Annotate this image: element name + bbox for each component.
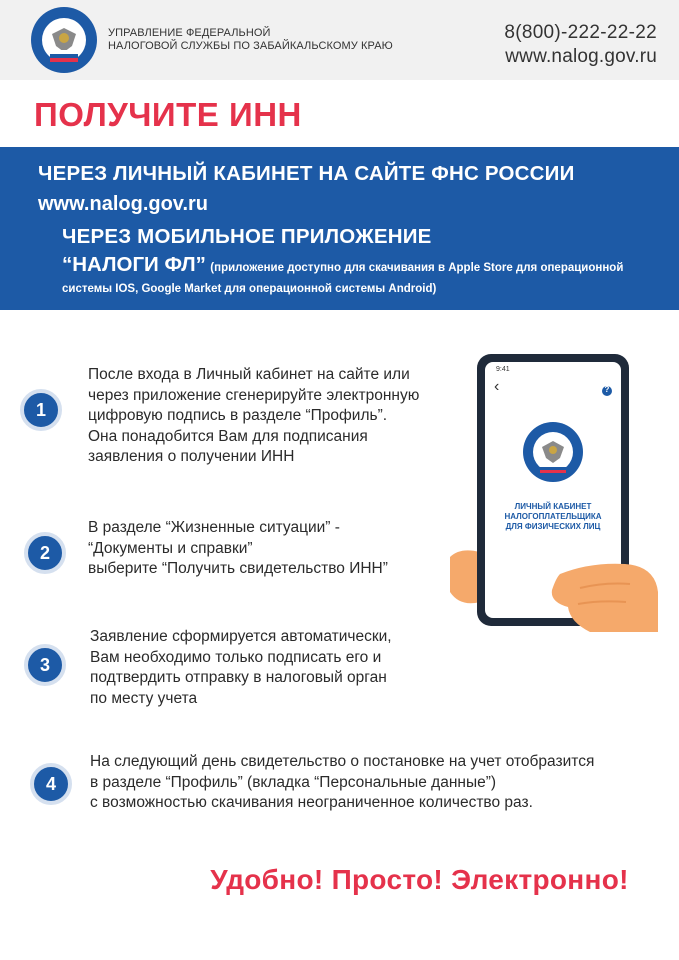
step-2-line: “Документы и справки” <box>88 539 253 557</box>
step-1-line: цифровую подпись в разделе “Профиль”. <box>88 407 388 424</box>
org-line-2: НАЛОГОВОЙ СЛУЖБЫ ПО ЗАБАЙКАЛЬСКОМУ КРАЮ <box>108 40 393 52</box>
step-1-badge: 1 <box>20 389 62 431</box>
step-2-badge: 2 <box>24 532 66 574</box>
step-2-line: В разделе “Жизненные ситуации” - <box>88 519 340 536</box>
org-name <box>108 27 393 53</box>
step-3-line: Вам необходимо только подписать его и <box>90 648 382 666</box>
step-4-text <box>90 752 594 814</box>
step-1-line: заявления о получении ИНН <box>88 448 295 465</box>
channel-website-url[interactable]: www.nalog.gov.ru <box>38 193 208 215</box>
channel-website-heading: ЧЕРЕЗ ЛИЧНЫЙ КАБИНЕТ НА САЙТЕ ФНС РОССИИ <box>38 162 575 185</box>
step-1-line: Она понадобится Вам для подписания <box>88 427 368 445</box>
app-screen-label-line: ЛИЧНЫЙ КАБИНЕТ <box>514 502 592 511</box>
step-2-line: выберите “Получить свидетельство ИНН” <box>88 560 388 577</box>
fns-emblem-icon <box>30 6 98 74</box>
step-4-badge: 4 <box>30 763 72 805</box>
step-4-line: с возможностью скачивания неограниченное количество раз. <box>90 794 533 811</box>
status-time: 9:41 <box>496 366 510 373</box>
app-screen-label <box>485 502 621 532</box>
app-screen-label-line: НАЛОГОПЛАТЕЛЬЩИКА <box>504 512 602 521</box>
channels-banner <box>0 147 679 310</box>
step-3-line: подтвердить отправку в налоговый орган <box>90 669 387 686</box>
app-screen-label-line: ДЛЯ ФИЗИЧЕСКИХ ЛИЦ <box>505 522 601 531</box>
step-4-line: в разделе “Профиль” (вкладка “Персональные данные”) <box>90 773 497 791</box>
phone-illustration <box>440 352 660 632</box>
step-2-text <box>88 518 388 580</box>
step-3-line: Заявление сформируется автоматически, <box>90 628 392 645</box>
step-4-line: На следующий день свидетельство о постановке на учет отобразится <box>90 753 595 770</box>
website-link[interactable]: www.nalog.gov.ru <box>505 46 657 67</box>
step-3-line: по месту учета <box>90 689 198 707</box>
slogan: Удобно! Просто! Электронно! <box>210 864 629 895</box>
hand-holding-phone-icon <box>440 352 660 632</box>
phone-number: 8(800)-222-22-22 <box>504 22 657 43</box>
step-3-text <box>90 627 392 709</box>
org-line-1: УПРАВЛЕНИЕ ФЕДЕРАЛЬНОЙ <box>108 27 271 39</box>
step-1-line: После входа в Личный кабинет на сайте или <box>88 366 410 383</box>
back-chevron-icon[interactable]: ‹ <box>494 378 500 395</box>
step-3-badge: 3 <box>24 644 66 686</box>
channel-app-heading: ЧЕРЕЗ МОБИЛЬНОЕ ПРИЛОЖЕНИЕ <box>62 225 432 248</box>
step-1-text <box>88 365 419 468</box>
step-1-line: через приложение сгенерируйте электронную <box>88 386 420 404</box>
page-title: ПОЛУЧИТЕ ИНН <box>34 96 302 133</box>
channel-app-details <box>62 255 662 299</box>
app-name: “НАЛОГИ ФЛ” <box>62 253 206 276</box>
help-icon[interactable]: ? <box>604 385 610 394</box>
header <box>0 0 679 80</box>
app-availability-note: (приложение доступно для скачивания в Apple Store для операционной системы IOS, Google Market для операционной системы Android) <box>62 262 624 295</box>
